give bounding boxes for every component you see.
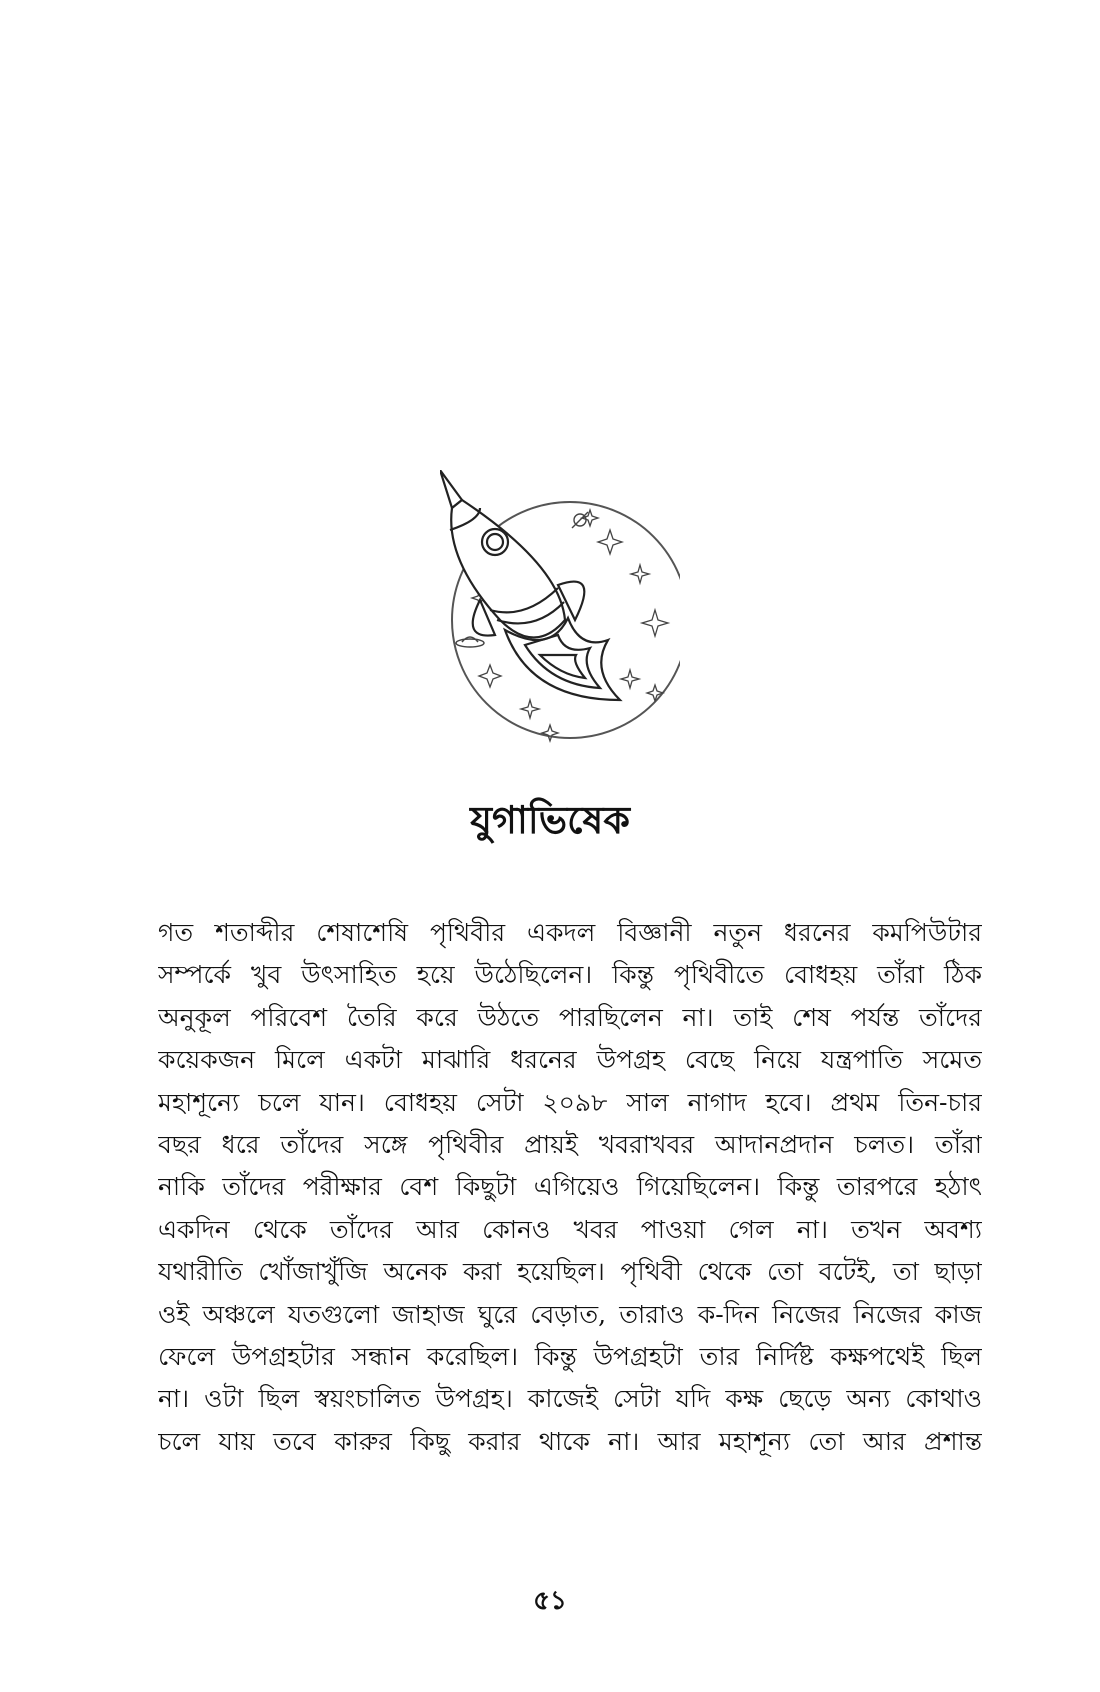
text-line: যথারীতি খোঁজাখুঁজি অনেক করা হয়েছিল। পৃথিবী থেকে তো বটেই, তা ছাড়া bbox=[158, 1257, 982, 1287]
text-line: কয়েকজন মিলে একটা মাঝারি ধরনের উপগ্রহ বেছে নিয়ে যন্ত্রপাতি সমেত bbox=[158, 1045, 982, 1075]
text-line: ওই অঞ্চলে যতগুলো জাহাজ ঘুরে বেড়াত, তারাও ক-দিন নিজের নিজের কাজ bbox=[158, 1299, 982, 1329]
text-line: চলে যায় তবে কারুর কিছু করার থাকে না। আর মহাশূন্য তো আর প্রশান্ত bbox=[158, 1426, 982, 1456]
text-line: ফেলে উপগ্রহটার সন্ধান করেছিল। কিন্তু উপগ্রহটা তার নির্দিষ্ট কক্ষপথেই ছিল bbox=[158, 1342, 982, 1372]
body-paragraph bbox=[158, 912, 982, 1463]
text-line: বছর ধরে তাঁদের সঙ্গে পৃথিবীর প্রায়ই খবরাখবর আদানপ্রদান চলত। তাঁরা bbox=[158, 1130, 982, 1160]
text-line: গত শতাব্দীর শেষাশেষি পৃথিবীর একদল বিজ্ঞানী নতুন ধরনের কমপিউটার bbox=[158, 918, 982, 947]
ringed-planet-icon bbox=[572, 512, 588, 528]
rocket-planet-illustration bbox=[440, 470, 680, 760]
text-line: নাকি তাঁদের পরীক্ষার বেশ কিছুটা এগিয়েও গিয়েছিলেন। কিন্তু তারপরে হঠাৎ bbox=[158, 1172, 982, 1202]
text-line: অনুকূল পরিবেশ তৈরি করে উঠতে পারছিলেন না। তাই শেষ পর্যন্ত তাঁদের bbox=[158, 1002, 982, 1032]
text-line: একদিন থেকে তাঁদের আর কোনও খবর পাওয়া গেল না। তখন অবশ্য bbox=[158, 1214, 982, 1244]
chapter-title: যুগাভিষেক bbox=[470, 797, 630, 842]
text-line: মহাশূন্যে চলে যান। বোধহয় সেটা ২০৯৮ সাল নাগাদ হবে। প্রথম তিন-চার bbox=[158, 1087, 982, 1117]
text-line: না। ওটা ছিল স্বয়ংচালিত উপগ্রহ। কাজেই সেটা যদি কক্ষ ছেড়ে অন্য কোথাও bbox=[158, 1384, 982, 1414]
ufo-icon bbox=[456, 637, 484, 647]
text-line: সম্পর্কে খুব উৎসাহিত হয়ে উঠেছিলেন। কিন্তু পৃথিবীতে বোধহয় তাঁরা ঠিক bbox=[158, 960, 982, 990]
page-number: ৫১ bbox=[533, 1586, 567, 1616]
